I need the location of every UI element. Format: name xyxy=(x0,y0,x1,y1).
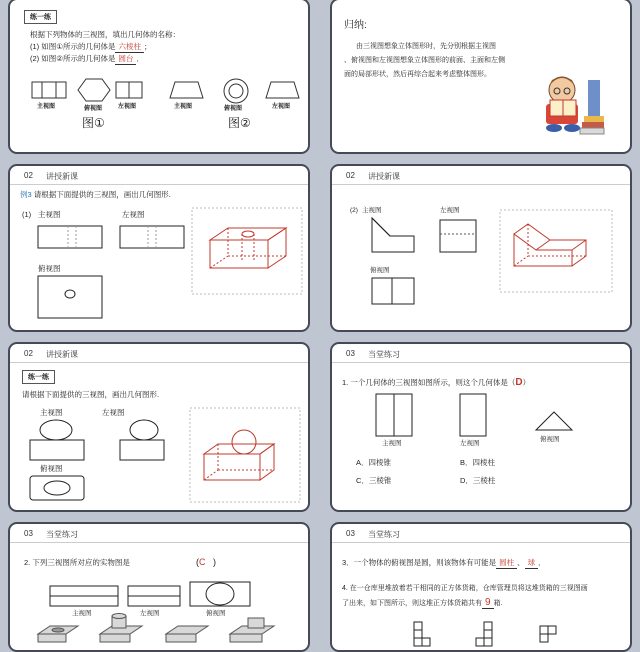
slide-summary xyxy=(330,0,632,154)
views-practice xyxy=(10,344,308,510)
caption-top: 俯视图 xyxy=(206,609,226,617)
answer-c: C xyxy=(199,557,206,567)
section-title: 讲授新课 xyxy=(46,350,78,359)
label-top: 俯视图 xyxy=(38,264,61,273)
answer-d: D xyxy=(515,377,523,388)
option-b[interactable]: B．四棱柱 xyxy=(460,458,496,467)
option-d[interactable]: D．三棱柱 xyxy=(460,476,496,485)
practice-tag: 练一练 xyxy=(22,370,55,384)
summary-line-2: 、俯视图和左视图想象立体图形的前面、主面和左侧 xyxy=(344,57,505,64)
section-number: 03 xyxy=(24,529,33,538)
part-label: (2) xyxy=(350,207,358,214)
answer-paren: (C ) xyxy=(196,557,217,567)
section-title: 当堂练习 xyxy=(46,530,78,539)
option-c[interactable]: C．三棱锥 xyxy=(356,476,392,485)
instruction: 请根据下面提供的三视图，画出几何图形. xyxy=(22,390,160,399)
summary-line-1: 由三视图想象立体图形时，先分别根据主视图 xyxy=(356,43,496,50)
label-top-1: 俯视图 xyxy=(84,106,103,112)
question-4-line-1: 4. 在一仓库里堆放着若干相同的正方体货箱，仓库管理员将这堆货箱的三视图画 xyxy=(342,585,588,592)
section-number: 02 xyxy=(24,349,33,358)
label-front: 主视图 xyxy=(40,408,63,417)
answer-cylinder: 圆柱 xyxy=(496,558,517,569)
slide-exercise-2 xyxy=(8,522,310,652)
label-left-2: 左视图 xyxy=(272,104,291,110)
section-number: 02 xyxy=(346,171,355,180)
caption-left: 左视图 xyxy=(140,609,160,617)
label-top: 俯视图 xyxy=(40,464,63,473)
question-1: (1) 如图①所示的几何体是 六棱柱 ； xyxy=(30,42,152,51)
section-title: 当堂练习 xyxy=(368,530,400,539)
example-prompt: 例3 请根据下面提供的三视图，画出几何图形. xyxy=(20,190,171,199)
caption-front: 主视图 xyxy=(382,439,402,447)
label-top: 俯视图 xyxy=(370,267,390,274)
views-example-2 xyxy=(332,166,630,330)
question-3: 3．一个物体的俯视图是圆，则该物体有可能是 圆柱 、 球 ． xyxy=(342,558,546,567)
answer-hexagonal-prism: 六棱柱 xyxy=(115,42,144,53)
label-front: 主视图 xyxy=(38,210,61,219)
summary-line-3: 面的局部形状，然后再综合起来考虑整体图形。 xyxy=(344,71,491,78)
views-example-1 xyxy=(10,166,308,330)
figure-2-caption: 图② xyxy=(228,116,251,130)
caption-left: 左视图 xyxy=(460,439,480,447)
slide-exercise-1 xyxy=(330,342,632,512)
label-left: 左视图 xyxy=(102,408,125,417)
slide-example-3-part-2 xyxy=(330,164,632,332)
section-number: 03 xyxy=(346,349,355,358)
views-question-4 xyxy=(332,524,630,650)
figure-1-caption: 图① xyxy=(82,116,105,130)
label-left-1: 左视图 xyxy=(118,104,137,110)
answer-frustum: 圆台 xyxy=(115,54,136,65)
slide-practice-1 xyxy=(8,0,310,154)
question-4-line-2: 了出来，如下图所示，则这堆正方体货箱共有 9 箱. xyxy=(342,597,503,608)
answer-sphere: 球 xyxy=(525,558,539,569)
section-title: 讲授新课 xyxy=(46,172,78,181)
label-front-2: 主视图 xyxy=(174,104,193,110)
option-a[interactable]: A．四棱锥 xyxy=(356,458,392,467)
instruction: 根据下列物体的三视图，填出几何体的名称： xyxy=(30,30,180,39)
label-front-1: 主视图 xyxy=(37,104,56,110)
question-1: 1. 一个几何体的三视图如图所示，则这个几何体是（D） xyxy=(342,377,531,388)
part-label: (1) xyxy=(22,210,32,219)
slide-example-3 xyxy=(8,164,310,332)
slide-exercise-3-4 xyxy=(330,522,632,652)
caption-front: 主视图 xyxy=(72,609,92,617)
section-number: 03 xyxy=(346,529,355,538)
reading-boy-illustration xyxy=(532,66,612,138)
section-title: 当堂练习 xyxy=(368,350,400,359)
section-title: 讲授新课 xyxy=(368,172,400,181)
label-top-2: 俯视图 xyxy=(224,106,243,112)
label-left: 左视图 xyxy=(122,210,145,219)
summary-title: 归纳: xyxy=(344,20,367,31)
label-front: 主视图 xyxy=(362,207,382,214)
slide-practice-2 xyxy=(8,342,310,512)
practice-tag: 练一练 xyxy=(24,10,57,24)
figure-1-views xyxy=(10,0,308,150)
question-2: (2) 如图②所示的几何体是 圆台 ． xyxy=(30,54,144,63)
question-2: 2. 下列三视图所对应的实物图是 xyxy=(24,558,130,567)
caption-top: 俯视图 xyxy=(540,435,560,443)
views-question-2 xyxy=(10,524,308,650)
answer-9: 9 xyxy=(482,598,494,609)
section-number: 02 xyxy=(24,171,33,180)
label-left: 左视图 xyxy=(440,207,460,214)
